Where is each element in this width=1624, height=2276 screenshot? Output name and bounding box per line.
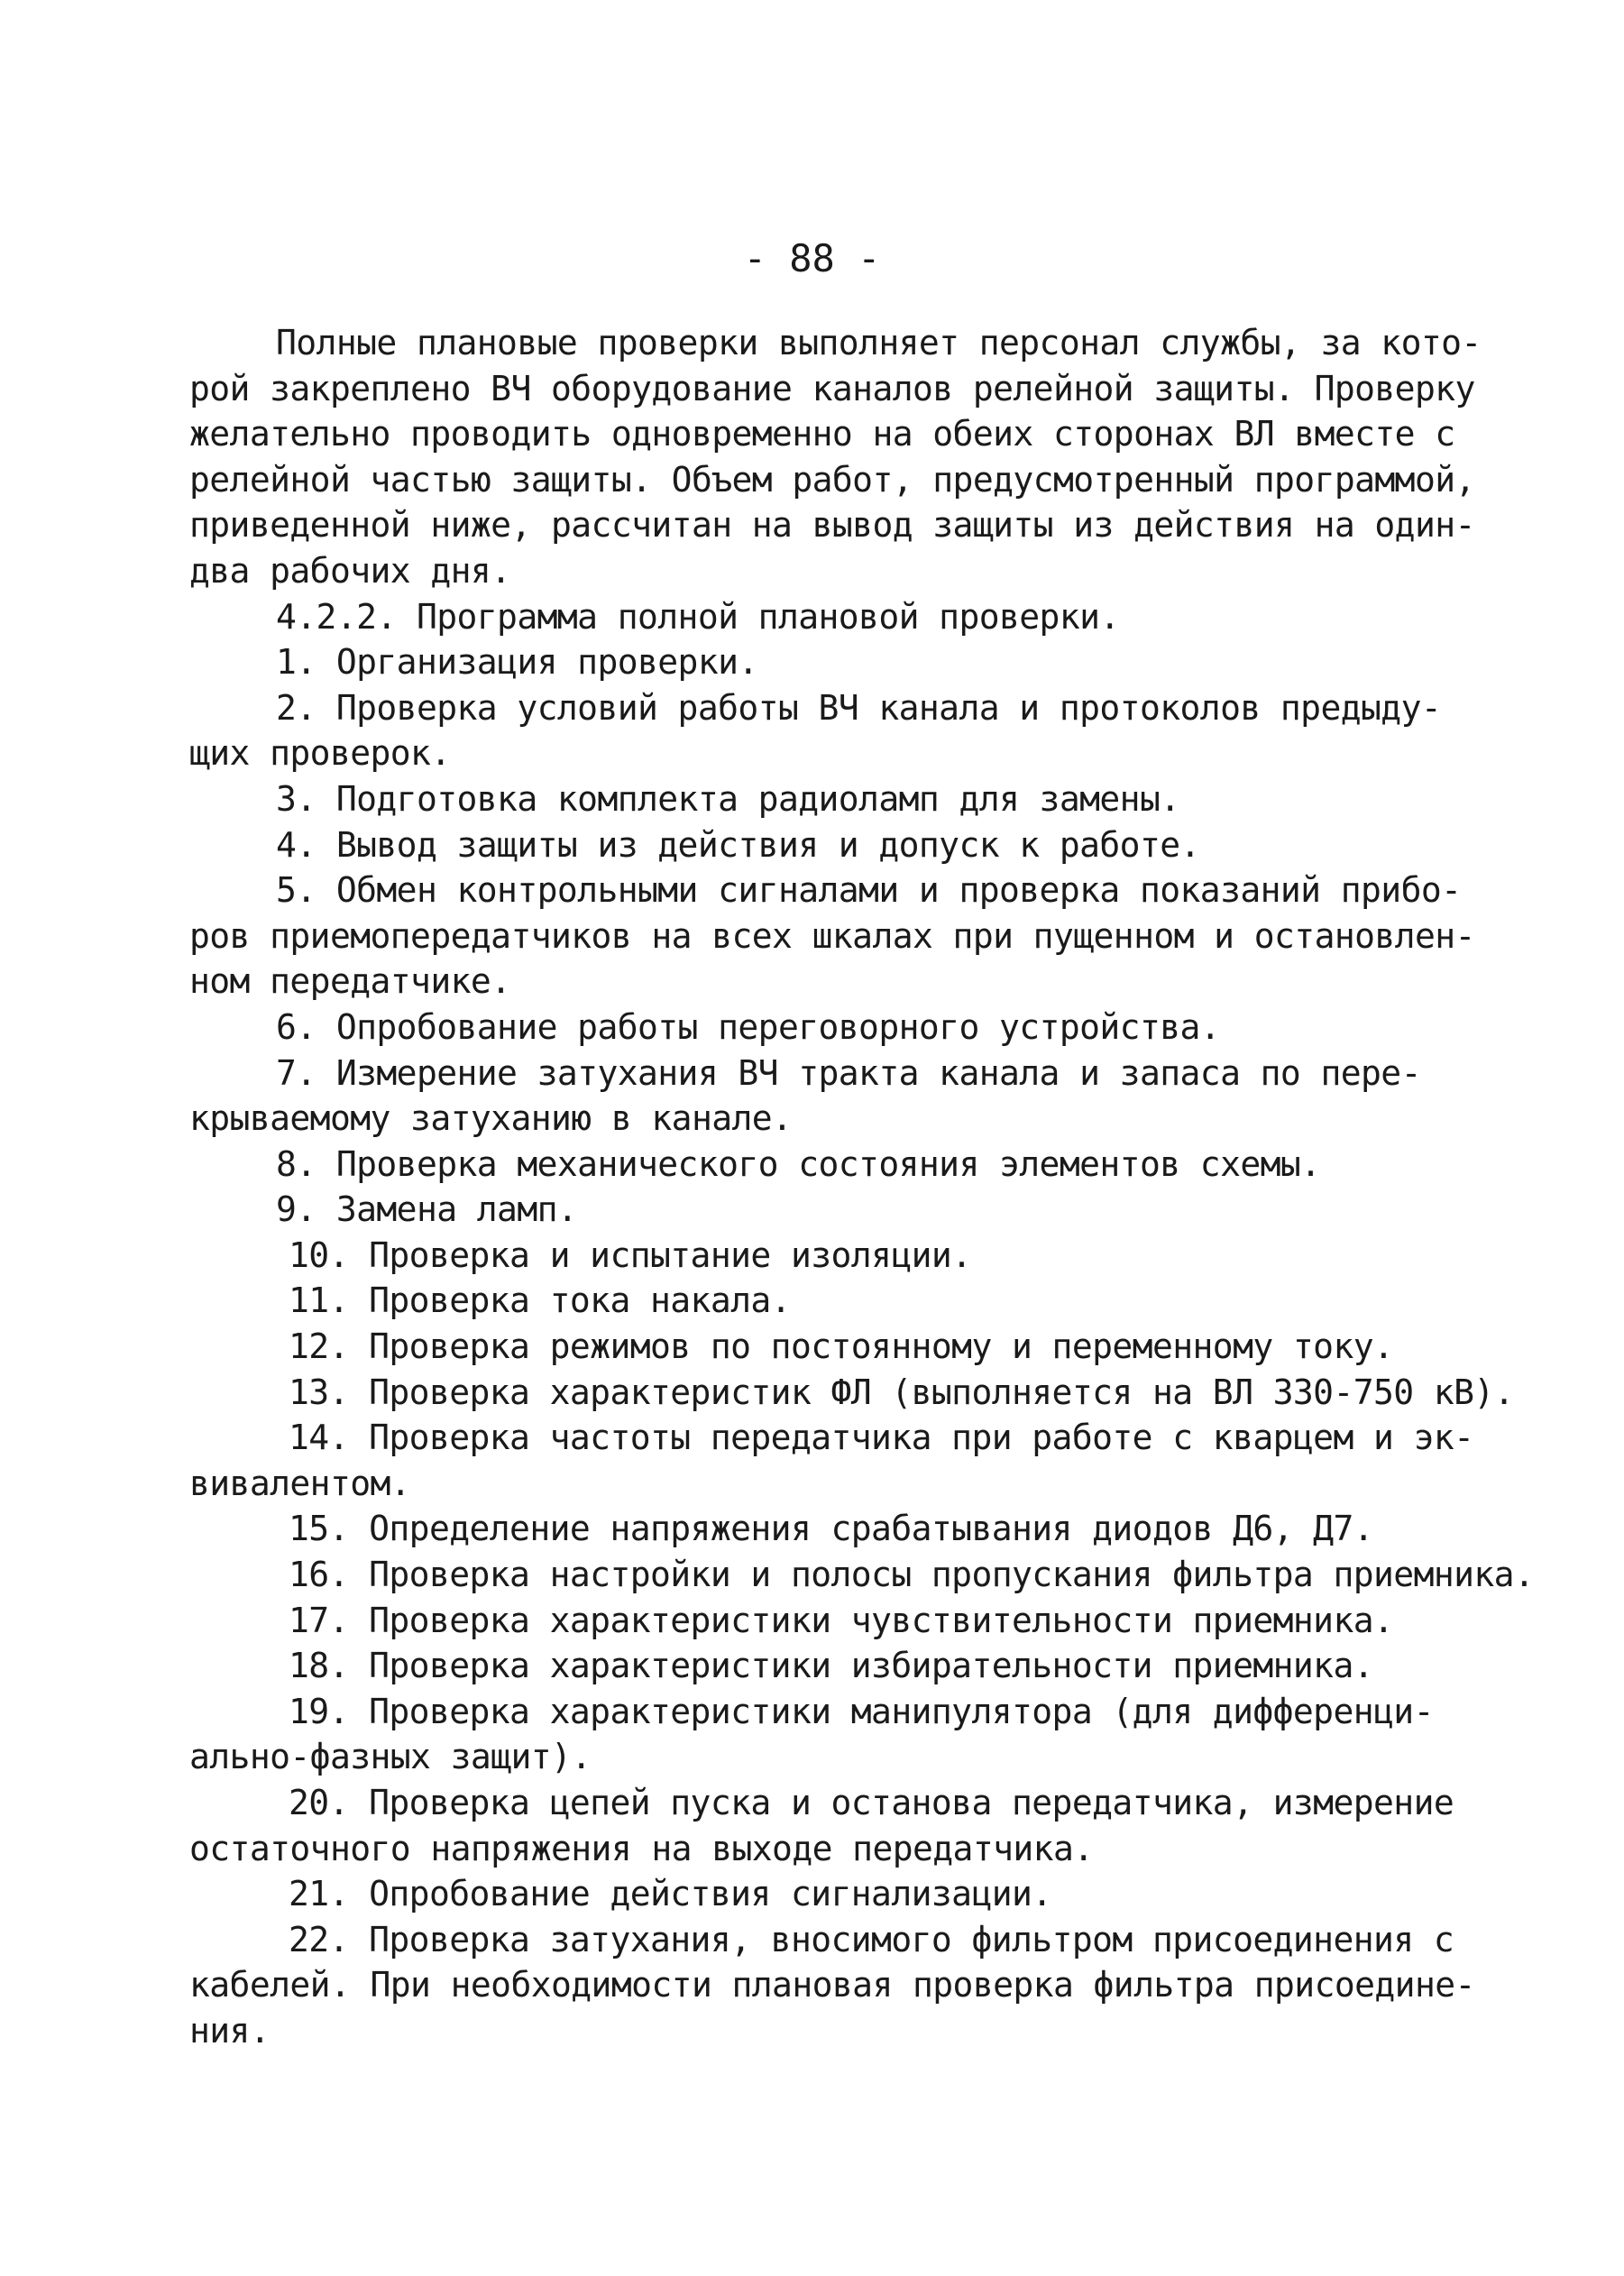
text-line: два рабочих дня. (189, 550, 511, 591)
list-item-continuation: щих проверок. (189, 733, 451, 774)
list-item: 16. Проверка настройки и полосы пропускания фильтра приемника. (289, 1555, 1535, 1595)
list-item: 12. Проверка режимов по постоянному и переменному току. (289, 1326, 1394, 1367)
list-item: 5. Обмен контрольными сигналами и проверка показаний прибо- (276, 870, 1462, 911)
list-item: 6. Опробование работы переговорного устройства. (276, 1006, 1221, 1047)
text-line: релейной частью защиты. Объем работ, предусмотренный программой, (189, 459, 1475, 500)
text-line: Полные плановые проверки выполняет персонал службы, за кото- (276, 323, 1482, 363)
text-line: приведенной ниже, рассчитан на вывод защиты из действия на один- (189, 505, 1475, 546)
list-item-continuation: остаточного напряжения на выходе передатчика. (189, 1828, 1094, 1868)
list-item: 9. Замена ламп. (276, 1189, 578, 1230)
list-item-continuation: кабелей. При необходимости плановая проверка фильтра присоедине- (189, 1965, 1475, 2005)
list-item: 1. Организация проверки. (276, 642, 758, 683)
list-item: 18. Проверка характеристики избирательности приемника. (289, 1646, 1374, 1686)
text-line: желательно проводить одновременно на обеих сторонах ВЛ вместе с (189, 414, 1455, 454)
list-item: 22. Проверка затухания, вносимого фильтром присоединения с (289, 1919, 1454, 1959)
list-item: 7. Измерение затухания ВЧ тракта канала и запаса по пере- (276, 1052, 1421, 1093)
list-item: 19. Проверка характеристики манипулятора (для дифференци- (289, 1691, 1434, 1731)
list-item: 4. Вывод защиты из действия и допуск к работе. (276, 824, 1200, 865)
list-item: 10. Проверка и испытание изоляции. (289, 1234, 972, 1275)
list-item-continuation: ния. (189, 2010, 271, 2051)
list-item-continuation: ном передатчике. (189, 961, 511, 1002)
section-heading: 4.2.2. Программа полной плановой проверки. (276, 596, 1120, 637)
list-item: 11. Проверка тока накала. (289, 1280, 791, 1321)
page-number: - 88 - (743, 236, 881, 280)
list-item: 20. Проверка цепей пуска и останова передатчика, измерение (289, 1783, 1454, 1822)
list-item: 3. Подготовка комплекта радиоламп для замены. (276, 778, 1180, 819)
list-item: 17. Проверка характеристики чувствительности приемника. (289, 1600, 1394, 1640)
list-item: 14. Проверка частоты передатчика при работе с кварцем и эк- (289, 1418, 1474, 1458)
list-item: 2. Проверка условий работы ВЧ канала и протоколов предыду- (276, 687, 1442, 728)
list-item: 8. Проверка механического состояния элементов схемы. (276, 1143, 1321, 1184)
text-line: рой закреплено ВЧ оборудование каналов релейной защиты. Проверку (189, 368, 1475, 408)
list-item: 13. Проверка характеристик ФЛ (выполняется на ВЛ 330-750 кВ). (289, 1372, 1514, 1412)
list-item-continuation: ально-фазных защит). (189, 1737, 592, 1777)
list-item-continuation: вивалентом. (189, 1463, 411, 1503)
list-item-continuation: ров приемопередатчиков на всех шкалах при пущенном и остановлен- (189, 915, 1475, 956)
list-item-continuation: крываемому затуханию в канале. (189, 1098, 793, 1139)
document-body (189, 320, 1535, 2054)
list-item: 15. Определение напряжения срабатывания диодов Д6, Д7. (289, 1509, 1374, 1549)
list-item: 21. Опробование действия сигнализации. (289, 1874, 1052, 1914)
